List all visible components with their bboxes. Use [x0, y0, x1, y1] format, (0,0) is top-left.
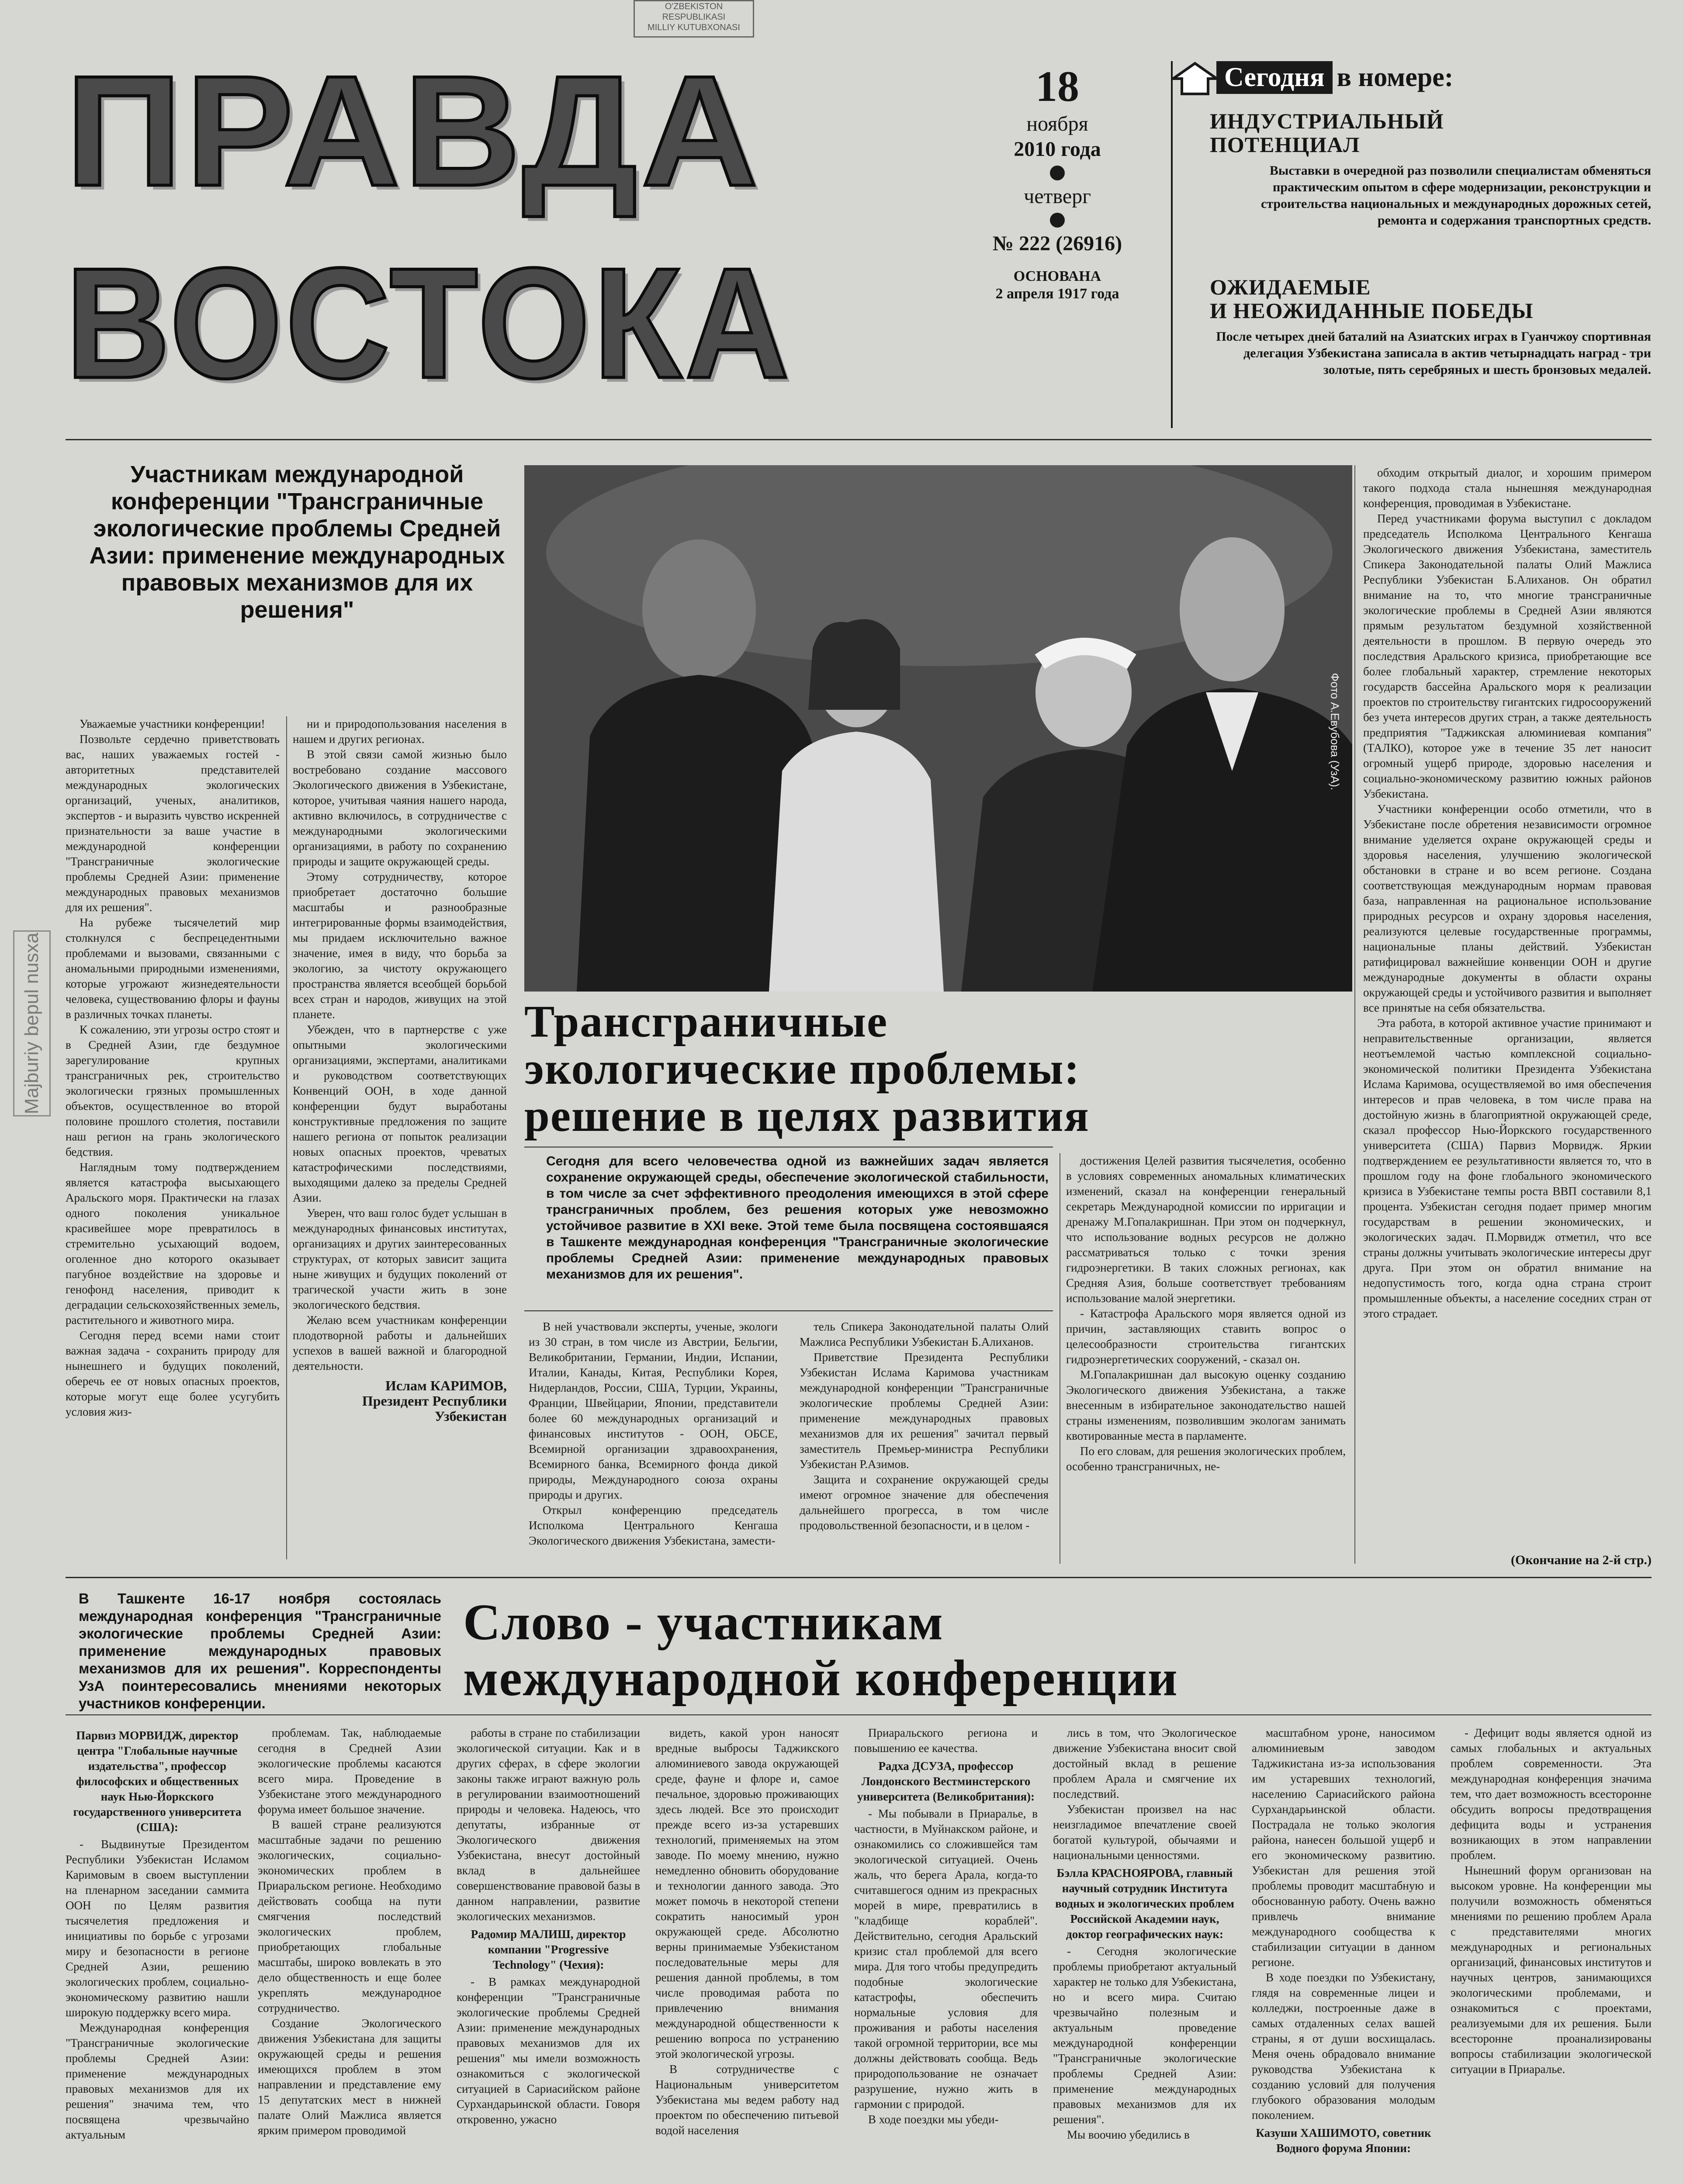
- side-stamp: Majburiy bepul nusxa: [13, 930, 51, 1116]
- paragraph: Убежден, что в партнерстве с уже опытными экологическими организациями, экспертами, аналитиками и руководством соответствующих Конвенций ООН, в ходе данной конференции будут выработаны конструктивные предложения по защите нашего региона от попыток реализации новых опасных проектов, чреватых катастрофическими последствиями, выходящими далеко за пределы Средней Азии.: [293, 1023, 507, 1204]
- main-end-note[interactable]: (Окончание на 2-й стр.): [1511, 1553, 1652, 1567]
- date-separator-dot: [1050, 213, 1065, 228]
- paragraph: Сегодня перед всеми нами стоит важная задача - сохранить природу для нынешнего и будущих поколений, оберечь ее от новых опасных проектов, которые могут еще более усугубить условия жиз-: [66, 1329, 280, 1418]
- paragraph: Открыл конференцию председатель Исполкома Центрального Кенгаша Экологического движения Узбекистана, замести-: [529, 1503, 778, 1547]
- section-rule: [66, 1577, 1652, 1578]
- words-intro: В Ташкенте 16-17 ноября состоялась международная конференция "Трансграничные экологические проблемы Средней Азии: применение международных правовых механизмов для их решения". Корреспонденты УзА поинтересовались мнениями некоторых участников конференции.: [79, 1590, 441, 1711]
- stamp-line-1: O'ZBEKISTON: [665, 2, 723, 11]
- paragraph: видеть, какой урон наносят вредные выбросы Таджикского алюминиевого завода окружающей среде, фауне и флоре и, самое печальное, здоровью проживающих здесь людей. Все это происходит прежде всего из-за устаревших технологий, применяемых на этом заводе. По моему мнению, нужно немедленно обновить оборудование и технологии данного завода. Это может помочь в некоторой степени сократить наносимый урон окружающей среде. Абсолютно верны принимаемые Узбекистаном последовательные меры для решения данной проблемы, в том числе проводимая работа по привлечению внимания международной общественности к решению вопроса по устранению этой экологической угрозы.: [655, 1726, 839, 2060]
- paragraph: работы в стране по стабилизации экологической ситуации. Как и в других сферах, в сфере экологии законы также играют важную роль в регулировании взаимоотношений природы и человека. Надеюсь, что депутаты, избранные от Экологического движения Узбекистана, внесут достойный вклад в дальнейшее совершенствование правовой базы в данном направлении, развитие экологических механизмов.: [457, 1726, 640, 1923]
- paragraph: Уважаемые участники конференции!: [80, 717, 265, 730]
- paragraph: - Сегодня экологические проблемы приобретают актуальный характер не только для Узбекистана, но и всего мира. Считаю чрезвычайно полезным и актуальным проведение международной конференции "Трансграничные экологические проблемы Средней Азии: применение международных правовых механизмов для их решения".: [1053, 1945, 1236, 2126]
- today-item-desc: После четырех дней баталий на Азиатских играх в Гуанчжоу спортивная делегация Узбекистана записала в актив четырнадцать наград - три золотые, пять серебряных и шесть бронзовых медалей.: [1216, 329, 1651, 377]
- address-col-1: [66, 716, 280, 1564]
- paragraph: Узбекистан произвел на нас неизгладимое впечатление своей богатой культурой, обычаями и национальными ценностями.: [1053, 1803, 1236, 1862]
- today-badge: Сегодня: [1216, 61, 1333, 94]
- paragraph: Участники конференции особо отметили, что в Узбекистане после обретения независимости огромное внимание уделяется охране окружающей среды и здоровья населения, улучшению экологической обстановки в стране и во всем регионе. Создана соответствующая международным нормам правовая база, направленная на рациональное использование природных ресурсов и охрану здоровья населения, реализуются целевые государственные программы, национальные планы действий. Узбекистан ратифицировал важнейшие конвенции ООН и другие международные документы в области охраны окружающей среды и устойчивого развития и выполняет все принятые на себя обязательства.: [1363, 802, 1652, 1014]
- main-headline-line: решение в целях развития: [524, 1091, 1090, 1141]
- paragraph: Наглядным тому подтверждением является катастрофа высыхающего Аральского моря. Практически на глазах одного поколения уникальное красивейшее море превратилось в стремительно усыхающий водоем, оголенное дно которого оказывает пагубное воздействие на здоровье и генофонд населения, приводит к деградации сельскохозяйственных земель, растительного и животного мира.: [66, 1161, 280, 1327]
- masthead-rule: [66, 439, 1652, 440]
- paragraph: достижения Целей развития тысячелетия, особенно в условиях современных аномальных климатических изменений, сказал на конференции генеральный секретарь Международной комиссии по ирригации и дренажу М.Гопалакришнан. При этом он подчеркнул, что использование водных ресурсов не должно рассматриваться только с точки зрения гидроэнергетики. В таких сложных регионах, как Средняя Азия, больше соответствует требованиям использование малой энергетики.: [1066, 1154, 1346, 1305]
- issue-number: № 222 (26916): [992, 232, 1122, 255]
- signature-title: Узбекистан: [434, 1408, 507, 1424]
- today-item-2[interactable]: [1210, 275, 1651, 378]
- main-lead: Сегодня для всего человечества одной из важнейших задач является сохранение окружающей среды, обеспечение экологической стабильности, в том числе за счет эффективного преодоления имеющихся в этой сфере трансграничных проблем, без решения которых уже невозможно устойчивое развитие в XXI веке. Этой теме была посвящена состоявшаяся в Ташкенте международная конференция "Трансграничные экологические проблемы Средней Азии: применение международных правовых механизмов для их решения".: [546, 1154, 1049, 1282]
- paragraph: Уверен, что ваш голос будет услышан в международных финансовых институтах, организациях и других заинтересованных структурах, от которых зависит защита ныне живущих и будущих поколений от трагической участи жить в зоне экологического бедствия.: [293, 1206, 507, 1311]
- today-item-title: ИНДУСТРИАЛЬНЫЙ: [1210, 109, 1444, 133]
- paragraph: На рубеже тысячелетий мир столкнулся с беспрецедентными проблемами и вызовами, связанными с аномальными природными изменениями, которые угрожают жизнедеятельности человека, существованию флоры и фауны в различных точках планеты.: [66, 916, 280, 1021]
- words-rule: [66, 1714, 1652, 1715]
- paragraph: Нынешний форум организован на высоком уровне. На конференции мы получили возможность обменяться мнениями по решению проблем Арала с представителями многих международных и региональных организаций, финансовых институтов и научных центров, занимающихся экологическими проблемами, и ознакомиться с проектами, реализуемыми для их решения. Были всесторонне проанализированы вопросы стабилизации экологической ситуации в Приаралье.: [1451, 1864, 1652, 2076]
- paragraph: Желаю всем участникам конференции плодотворной работы и дальнейших успехов в вашей важной и благородной деятельности.: [293, 1313, 507, 1372]
- paragraph: В этой связи самой жизнью было востребовано создание массового Экологического движения в Узбекистане, которое, учитывая чаяния нашего народа, активно включилось, в сотрудничестве с международными экологическими организациями, в работу по сохранению природы и защите окружающей среды.: [293, 748, 507, 868]
- house-arrow-icon: [1171, 61, 1219, 96]
- lead-rule: [524, 1310, 1053, 1311]
- library-stamp: [634, 0, 754, 38]
- issue-year: 2010 года: [1014, 138, 1101, 161]
- speaker-name: Казуши ХАШИМОТО, советник Водного форума Японии:: [1256, 2126, 1431, 2155]
- masthead-word-2: ВОСТОКА: [66, 235, 793, 411]
- signature-title: Президент Республики: [362, 1393, 507, 1409]
- main-headline-line: Трансграничные: [524, 996, 888, 1047]
- words-headline-line: международной конференции: [463, 1649, 1178, 1707]
- today-rest: в номере:: [1337, 62, 1454, 92]
- words-col-8: [1451, 1725, 1652, 2184]
- paragraph: К сожалению, эти угрозы остро стоят и в Средней Азии, где бездумное зарегулирование крупных трансграничных рек, строительство экологически грязных промышленных объектов, осуществленное во второй половине прошлого столетия, поставили наш регион на грань экологического бедствия.: [66, 1023, 280, 1158]
- speaker-name: Радха ДСУЗА, профессор Лондонского Вестминстерского университета (Великобритания):: [857, 1759, 1035, 1803]
- paragraph: В ходе поездки мы убеди-: [868, 2113, 999, 2126]
- today-item-title: ПОТЕНЦИАЛ: [1210, 132, 1360, 157]
- paragraph: Этому сотрудничеству, которое приобретает достаточно большие масштабы и разнообразные интегрированные формы взаимодействия, мы придаем исключительно важное значение, имея в виду, что борьба за экологию, за чистоту окружающего пространства является всеобщей борьбой всех стран и народов, живущих на этой планете.: [293, 870, 507, 1021]
- words-headline: [463, 1594, 1652, 1706]
- founded-label: ОСНОВАНА: [1013, 268, 1101, 284]
- main-col-1: [529, 1319, 778, 1564]
- photo-credit: Фото А.Евубова (УзА).: [1328, 673, 1342, 791]
- words-col-1: [66, 1725, 249, 2184]
- address-heading: Участникам международной конференции "Трансграничные экологические проблемы Средней Азии: применение международных правовых механизмов для их решения": [89, 461, 505, 623]
- paragraph: ни и природопользования населения в нашем и других регионах.: [293, 717, 507, 746]
- paragraph: лись в том, что Экологическое движение Узбекистана вносит свой достойный вклад в решение проблем Арала и смягчение их последствий.: [1053, 1726, 1236, 1800]
- paragraph: В ней участвовали эксперты, ученые, экологи из 30 стран, в том числе из Австрии, Бельгии, Великобритании, Германии, Индии, Испании, Италии, Канады, Китая, Республики Корея, Нидерландов, России, США, Турции, Украины, Франции, Швейцарии, Японии, представители более 60 международных организаций и финансовых институтов - ООН, ОБСЕ, Всемирной организации здравоохранения, Всемирного банка, Всемирного фонда дикой природы, Международного союза охраны природы и других.: [529, 1320, 778, 1501]
- paragraph: обходим открытый диалог, и хорошим примером такого подхода стала нынешняя международная конференция, проводимая в Узбекистане.: [1363, 466, 1652, 510]
- words-col-3: [457, 1725, 640, 2184]
- paragraph: Приветствие Президента Республики Узбекистан Ислама Каримова участникам международной конференции "Трансграничные экологические проблемы Средней Азии: применение международных правовых механизмов для их решения" зачитал первый заместитель Премьер-министра Республики Узбекистан Р.Азимов.: [800, 1351, 1049, 1471]
- paragraph: По его словам, для решения экологических проблем, особенно трансграничных, не-: [1066, 1444, 1346, 1473]
- speaker-name: Бэлла КРАСНОЯРОВА, главный научный сотрудник Института водных и экологических проблем Российской Академии наук, доктор географических наук:: [1055, 1866, 1234, 1941]
- paragraph: - Дефицит воды является одной из самых глобальных и актуальных проблем современности. Эта международная конференция значима тем, что дает возможность всесторонне обсудить вопросы предотвращения дефицита воды и устранения возникающих в этом направлении проблем.: [1451, 1726, 1652, 1862]
- words-col-4: [655, 1725, 839, 2184]
- paragraph: Перед участниками форума выступил с докладом председатель Исполкома Центрального Кенгаша Экологического движения Узбекистана, заместитель Спикера Законодательной палаты Олий Мажлиса Республики Узбекистан Б.Алиханов. Он обратил внимание на то, что многие трансграничные экологические проблемы в Средней Азии являются прямым результатом бездумной хозяйственной деятельности в прошлом. В первую очередь это последствия Аральского кризиса, приобретающие все более глобальный характер, стремление некоторых государств бассейна Аральского моря к реализации проектов по строительству гигантских гидросооружений без учета интересов других стран, а также деятельность предприятия "Таджикская алюминиевая компания" (ТАЛКО), которое уже в течение 35 лет наносит огромный ущерб природе, здоровью населения и социально-экономическому развитию южных районов Узбекистана.: [1363, 512, 1652, 800]
- paragraph: Эта работа, в которой активное участие принимают и неправительственные организации, является неотъемлемой частью комплексной социально-экономической политики Президента Узбекистана Ислама Каримова, осуществляемой во имя обеспечения интересов и прав человека, в том числе права на достойную жизнь в благоприятной окружающей среде, сказал профессор Нью-Йоркского государственного университета (США) Парвиз Морвидж. Яркии подтверждением ее результативности является то, что в прошлом году на фоне глобального экономического кризиса в Узбекистане темпы роста ВВП составили 8,1 процента. Узбекистан сегодня подает пример многим государствам в решении экономических, и экологических задач. П.Морвидж отметил, что все страны должны учитывать экологические интересы друг друга. При этом он обратил внимание на недопустимость того, когда одна страна строит промышленные объекты, а население соседних стран от этого страдает.: [1363, 1016, 1652, 1320]
- paragraph: - В рамках международной конференции "Трансграничные экологические проблемы Средней Азии: применение международных правовых механизмов для их решения" мы имели возможность ознакомиться с экологической ситуацией в Сариасийском районе Сурхандарьинской области. Говоря откровенно, ужасно: [457, 1975, 640, 2126]
- today-item-title: И НЕОЖИДАННЫЕ ПОБЕДЫ: [1210, 298, 1534, 323]
- main-col-2: [800, 1319, 1049, 1564]
- signature-name: Ислам КАРИМОВ,: [385, 1378, 507, 1393]
- main-col-3: [1066, 1153, 1346, 1564]
- paragraph: проблемам. Так, наблюдаемые сегодня в Средней Азии экологические проблемы касаются всего мира. Проведение в Узбекистане этого международного форума имеет большое значение.: [258, 1726, 441, 1816]
- issue-date-block: [961, 61, 1153, 303]
- paragraph: В вашей стране реализуются масштабные задачи по решению экологических, социально-экономических проблем в Приаральском регионе. Необходимо действовать сообща на пути смягчения последствий экологических проблем, приобретающих глобальные масштабы, широко вовлекать в это дело общественность и еще более укреплять международное сотрудничество.: [258, 1818, 441, 2015]
- words-col-6: [1053, 1725, 1236, 2184]
- stamp-line-2: RESPUBLIKASI: [662, 12, 726, 22]
- paragraph: тель Спикера Законодательной палаты Олий Мажлиса Республики Узбекистан Б.Алиханов.: [800, 1320, 1049, 1348]
- paragraph: - Выдвинутые Президентом Республики Узбекистан Исламом Каримовым в своем выступлении на пленарном заседании саммита ООН по Целям развития тысячелетия предложения и инициативы по борьбе с угрозами миру и безопасности в регионе Средней Азии, решению экологических проблем, социально-экономическому развитию нашли широкую поддержку всего мира.: [66, 1838, 249, 2019]
- paragraph: Международная конференция "Трансграничные экологические проблемы Средней Азии: применение международных правовых механизмов для их решения" значима тем, что посвящена чрезвычайно актуальным: [66, 2021, 249, 2141]
- main-headline: [524, 998, 1354, 1140]
- column-rule: [1354, 465, 1355, 1564]
- main-headline-line: экологические проблемы:: [524, 1044, 1080, 1094]
- today-item-title: ОЖИДАЕМЫЕ: [1210, 275, 1371, 299]
- founded-date: 2 апреля 1917 года: [995, 286, 1119, 302]
- stamp-line-3: MILLIY KUTUBXONASI: [648, 23, 740, 32]
- words-col-2: [258, 1725, 441, 2184]
- paragraph: В сотрудничестве с Национальным университетом Узбекистана мы ведем работу над проектом по обеспечению питьевой водой населения: [655, 2063, 839, 2137]
- paragraph: В ходе поездки по Узбекистану, глядя на современные лицеи и колледжи, построенные даже в самых отдаленных селах вашей страны, я от души восхищалась. Меня очень обрадовало внимание руководства Узбекистана к созданию условий для получения глубокого образования молодым поколением.: [1252, 1971, 1435, 2122]
- masthead-word-1: ПРАВДА: [66, 43, 762, 219]
- today-in-issue: [1171, 61, 1653, 428]
- speaker-name: Радомир МАЛИШ, директор компании "Progressive Technology" (Чехия):: [471, 1928, 626, 1971]
- paragraph: - Мы побывали в Приаралье, в частности, в Муйнакском районе, и ознакомились со сложившейся там экологической ситуацией. Очень жаль, что берега Арала, когда-то считавшегося одним из прекрасных морей в мире, превратились в "кладбище кораблей". Действительно, сегодня Аральский кризис стал проблемой для всего мира. Для того чтобы предупредить подобные экологические катастрофы, обеспечить нормальные условия для проживания и работы населения такой огромной территории, все мы должны действовать сообща. Ведь природопользование не означает разрушение, нужно жить в гармонии с природой.: [854, 1807, 1038, 2111]
- date-separator-dot: [1050, 166, 1065, 180]
- paragraph: Позвольте сердечно приветствовать вас, наших уважаемых гостей - авторитетных представителей международных экологических организаций, ученых, аналитиков, экспертов - и выразить чувство искренней признательности за ваше участие в международной конференции "Трансграничные экологические проблемы Средней Азии: применение международных правовых механизмов для их решения".: [66, 733, 280, 914]
- paragraph: Создание Экологического движения Узбекистана для защиты окружающей среды и решения имеющихся проблем в этом направлении и представление ему 15 депутатских мест в нижней палате Олий Мажлиса является ярким примером проводимой: [258, 2017, 441, 2137]
- paragraph: - Катастрофа Аральского моря является одной из причин, заставляющих ставить вопрос о целесообразности строительства гигантских гидроэнергетических сооружений, - сказал он.: [1066, 1307, 1346, 1366]
- issue-month: ноября: [1026, 112, 1088, 135]
- words-headline-line: Слово - участникам: [463, 1593, 944, 1651]
- address-col-2: [293, 716, 507, 1564]
- words-col-5: [854, 1725, 1038, 2184]
- words-col-7: [1252, 1725, 1435, 2184]
- today-item-1[interactable]: [1210, 109, 1651, 229]
- paragraph: Защита и сохранение окружающей среды имеют огромное значение для обеспечения дальнейшего прогресса, в том числе продовольственной безопасности, и в целом -: [800, 1473, 1049, 1532]
- issue-day: 18: [1035, 62, 1079, 111]
- main-col-4: [1363, 465, 1652, 1557]
- conference-photo: [524, 465, 1352, 992]
- paragraph: М.Гопалакришнан дал высокую оценку созданию Экологического движения Узбекистана, а также внесенным в избирательное законодательство нашей страны изменениям, позволившим экологам занимать квотированные места в парламенте.: [1066, 1368, 1346, 1442]
- issue-weekday: четверг: [1024, 185, 1091, 208]
- paragraph: Мы воочию убедились в: [1067, 2128, 1190, 2141]
- today-item-desc: Выставки в очередной раз позволили специалистам обменяться практическим опытом в сфере модернизации, реконструкции и строительства национальных и международных дорожных сетей, ремонта и содержания транспортных средств.: [1261, 163, 1651, 228]
- column-rule: [286, 716, 287, 1559]
- paragraph: масштабном уроне, наносимом алюминиевым заводом Таджикистана из-за использования им устаревших технологий, населению Сариасийского района Сурхандарьинской области. Пострадала не только экология района, нанесен большой ущерб и его экономическому развитию. Узбекистан для решения этой проблемы проводит масштабную и обоснованную работу. Очень важно привлечь внимание международного сообщества к стабилизации ситуации в данном регионе.: [1252, 1726, 1435, 1969]
- paragraph: Приаральского региона и повышению ее качества.: [854, 1726, 1038, 1755]
- people-illustration: [524, 465, 1352, 992]
- speaker-name: Парвиз МОРВИДЖ, директор центра "Глобальные научные издательства", профессор философских и общественных наук Нью-Йоркского государственного университета (США):: [73, 1729, 242, 1834]
